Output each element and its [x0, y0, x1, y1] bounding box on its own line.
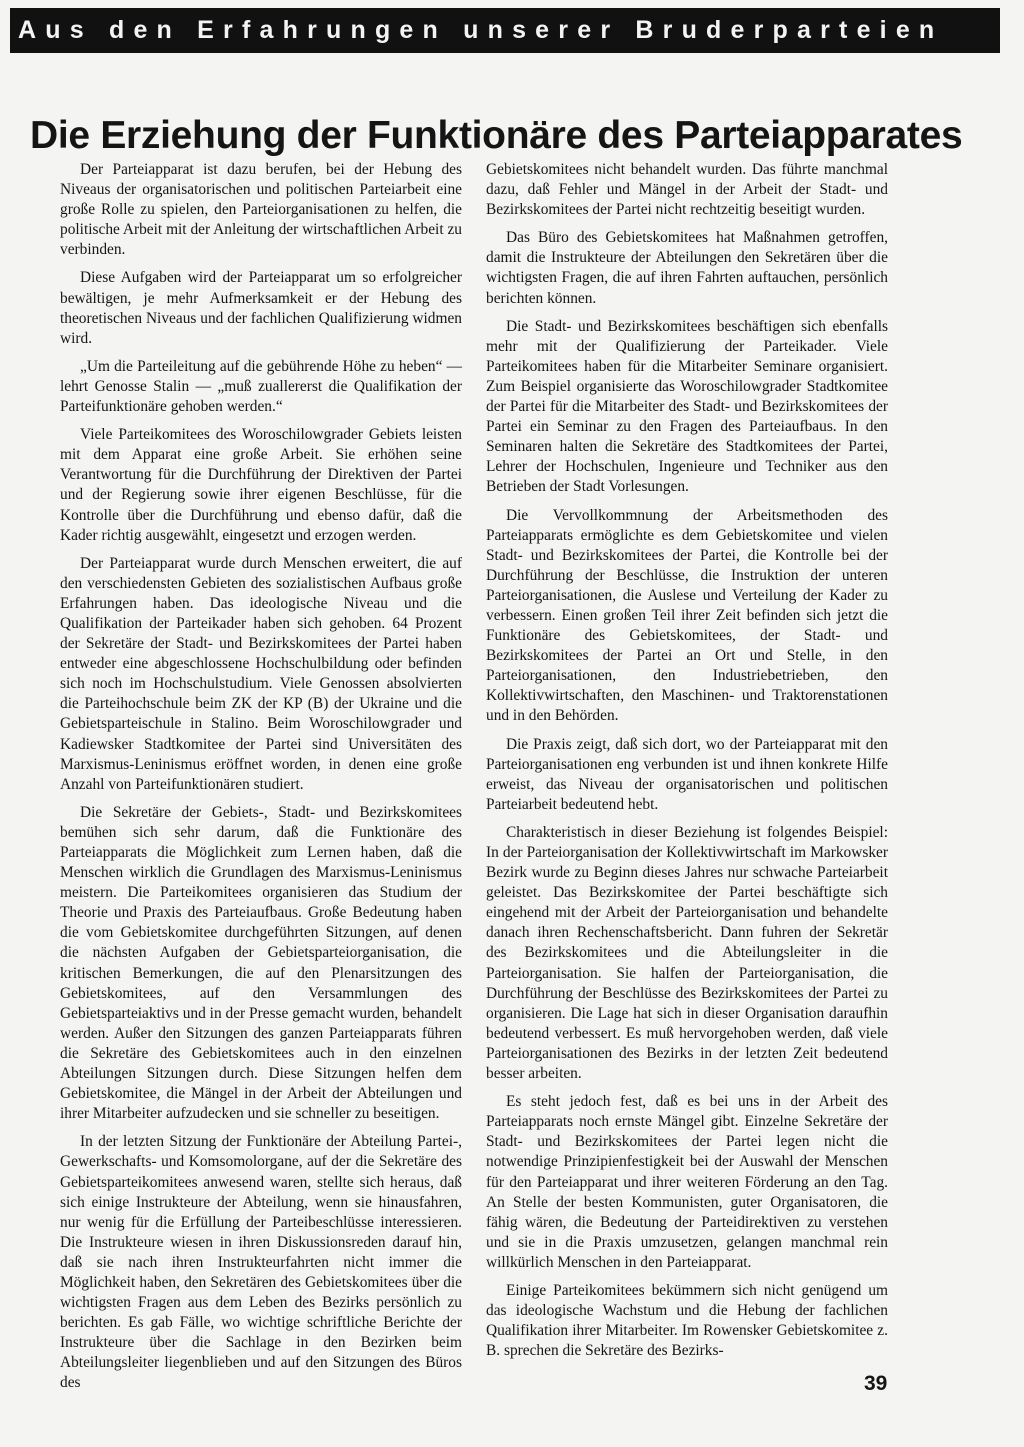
paragraph: Viele Parteikomitees des Woroschilowgrader Gebiets leisten mit dem Apparat eine große Arbeit. Sie erhöhen seine Verantwortung für die Durchführung der Direktiven der Partei und der Regierung sowie ihrer eigenen Beschlüsse, für die Kontrolle über die Durchführung und ebenso dafür, daß die Kader richtig ausgewählt, eingesetzt und erzogen werden. [60, 426, 462, 544]
paragraph: In der letzten Sitzung der Funktionäre der Abteilung Partei-, Gewerkschafts- und Komsomolorgane, auf der die Sekretäre des Gebietsparteikomitees anwesend waren, stellte sich heraus, daß sich einige Instrukteure der Abteilung, wenn sie hinausfahren, nur wenig für die Erfüllung der Parteibeschlüsse interessieren. Die Instrukteure wiesen in ihren Diskussionsreden darauf hin, daß sie nach ihren Instrukteurfahrten nicht immer die Möglichkeit haben, den Sekretären des Gebietskomitees über die wichtigsten Fragen aus dem Leben des Bezirks persönlich zu berichten. Es gab Fälle, wo wichtige schriftliche Berichte der Instrukteure über die Sachlage in den Bezirken beim Abteilungsleiter liegenblieben und auf den Sitzungen des Büros des [60, 1133, 462, 1392]
paragraph: Die Vervollkommnung der Arbeitsmethoden des Parteiapparats ermöglichte es dem Gebietskomitee und vielen Stadt- und Bezirkskomitees der Partei, die Kontrolle bei der Durchführung der Beschlüsse, die Instruktion der unteren Parteiorganisationen, die Auslese und Verteilung der Kader zu verbessern. Einen großen Teil ihrer Zeit befinden sich jetzt die Funktionäre des Gebietskomitees, der Stadt- und Bezirkskomitees der Partei an Ort und Stelle, in den Parteiorganisationen, den Industriebetrieben, den Kollektivwirtschaften, den Maschinen- und Traktorenstationen und in den Behörden. [486, 506, 888, 725]
paragraph: Einige Parteikomitees bekümmern sich nicht genügend um das ideologische Wachstum und die Hebung der fachlichen Qualifikation ihrer Mitarbeiter. Im Rowensker Gebietskomitee z. B. sprechen die Sekretäre des Bezirks- [486, 1281, 888, 1360]
paragraph: Charakteristisch in dieser Beziehung ist folgendes Beispiel: In der Parteiorganisation der Kollektivwirtschaft im Markowsker Bezirk wurde zu Beginn dieses Jahres nur schwache Parteiarbeit geleistet. Das Bezirkskomitee der Partei beschäftigte sich eingehend mit der Arbeit der Parteiorganisation und behandelte danach ihren Rechenschaftsbericht. Dann fuhren der Sekretär des Bezirkskomitees und die Abteilungsleiter in die Parteiorganisation. Sie halfen der Parteiorganisation, die Durchführung der Beschlüsse des Bezirkskomitees der Partei zu organisieren. Die Lage hat sich in dieser Organisation daraufhin bedeutend verbessert. Es muß hervorgehoben werden, daß viele Parteiorganisationen des Bezirks in der letzten Zeit bedeutend besser arbeiten. [486, 823, 888, 1083]
paragraph: Die Praxis zeigt, daß sich dort, wo der Parteiapparat mit den Parteiorganisationen eng verbunden ist und ihnen konkrete Hilfe erweist, das Niveau der organisatorischen und politischen Parteiarbeit bedeutend hebt. [486, 735, 888, 813]
article-column-right [486, 160, 888, 1369]
paragraph: Der Parteiapparat wurde durch Menschen erweitert, die auf den verschiedensten Gebieten des sozialistischen Aufbaus große Erfahrungen haben. Das ideologische Niveau und die Qualifikation der Parteikader haben sich gehoben. 64 Prozent der Sekretäre der Stadt- und Bezirkskomitees der Partei haben entweder eine abgeschlossene Hochschulbildung oder befinden sich noch im Hochschulstudium. Viele Genossen absolvierten die Parteihochschule beim ZK der KP (B) der Ukraine und die Gebietsparteischule in Stalino. Beim Woroschilowgrader und Kadiewsker Stadtkomitee der Partei sind Universitäten des Marxismus-Leninismus eröffnet worden, in denen eine große Anzahl von Parteifunktionären studiert. [60, 554, 462, 793]
paragraph: Diese Aufgaben wird der Parteiapparat um so erfolgreicher bewältigen, je mehr Aufmerksamkeit er der Hebung des theoretischen Niveaus und der fachlichen Qualifizierung widmen wird. [60, 269, 462, 347]
paragraph: Das Büro des Gebietskomitees hat Maßnahmen getroffen, damit die Instrukteure der Abteilungen den Sekretären über die wichtigsten Fragen, die auf ihren Fahrten auftauchen, persönlich berichten können. [486, 229, 888, 307]
paragraph: Die Sekretäre der Gebiets-, Stadt- und Bezirkskomitees bemühen sich sehr darum, daß die Funktionäre des Parteiapparats die Möglichkeit zum Lernen haben, daß die Menschen wirklich die Grundlagen des Marxismus-Leninismus meistern. Die Parteikomitees organisieren das Studium der Theorie und Praxis des Parteiaufbaus. Große Bedeutung haben die vom Gebietskomitee durchgeführten Sitzungen, auf denen die nächsten Aufgaben der Gebietsparteiorganisation, die kritischen Bemerkungen, die auf den Plenarsitzungen des Gebietskomitees, auf den Versammlungen des Gebietsparteiaktivs und in der Presse gemacht wurden, behandelt werden. Außer den Sitzungen des ganzen Parteiapparats führen die Sekretäre des Gebietskomitees auch in den einzelnen Abteilungen Sitzungen durch. Diese Sitzungen helfen dem Gebietskomitee, die Mängel in der Arbeit der Abteilungen und ihrer Mitarbeiter aufzudecken und sie schneller zu beseitigen. [60, 803, 462, 1123]
page-number: 39 [864, 1372, 888, 1395]
article-title: Die Erziehung der Funktionäre des Parteiapparates [30, 114, 963, 158]
article-column-left [60, 160, 462, 1402]
paragraph: Die Stadt- und Bezirkskomitees beschäftigen sich ebenfalls mehr mit der Qualifizierung der Parteikader. Viele Parteikomitees haben für die Mitarbeiter Seminare organisiert. Zum Beispiel organisierte das Woroschilowgrader Stadtkomitee der Partei für die Mitarbeiter des Stadt- und Bezirkskomitees der Partei ein Seminar zu den Fragen des Parteiaufbaus. In den Seminaren halten die Sekretäre des Stadtkomitees der Partei, Lehrer der Hochschulen, Ingenieure und Techniker aus den Betrieben der Stadt Vorlesungen. [486, 317, 888, 496]
paragraph: Es steht jedoch fest, daß es bei uns in der Arbeit des Parteiapparats noch ernste Mängel gibt. Einzelne Sekretäre der Stadt- und Bezirkskomitees der Partei legen nicht die notwendige Prinzipienfestigkeit bei der Auswahl der Menschen für den Parteiapparat und ihrer weiteren Förderung an den Tag. An Stelle der besten Kommunisten, guter Organisatoren, die fähig wären, die Bedeutung der Parteidirektiven zu verstehen und sie in die Praxis umzusetzen, gelangen manchmal rein willkürlich Menschen in den Parteiapparat. [486, 1093, 888, 1271]
paragraph: Der Parteiapparat ist dazu berufen, bei der Hebung des Niveaus der organisatorischen und politischen Parteiarbeit eine große Rolle zu spielen, den Parteiorganisationen zu helfen, die politische Arbeit mit der Anleitung der wirtschaftlichen Arbeit zu verbinden. [60, 161, 462, 259]
section-banner: Aus den Erfahrungen unserer Bruderparteien [10, 8, 1000, 53]
paragraph: „Um die Parteileitung auf die gebührende Höhe zu heben“ — lehrt Genosse Stalin — „muß zuallererst die Qualifikation der Parteifunktionäre gehoben werden.“ [60, 357, 462, 416]
paragraph: Gebietskomitees nicht behandelt wurden. Das führte manchmal dazu, daß Fehler und Mängel in der Arbeit der Stadt- und Bezirkskomitees der Partei nicht rechtzeitig beseitigt wurden. [486, 161, 888, 219]
